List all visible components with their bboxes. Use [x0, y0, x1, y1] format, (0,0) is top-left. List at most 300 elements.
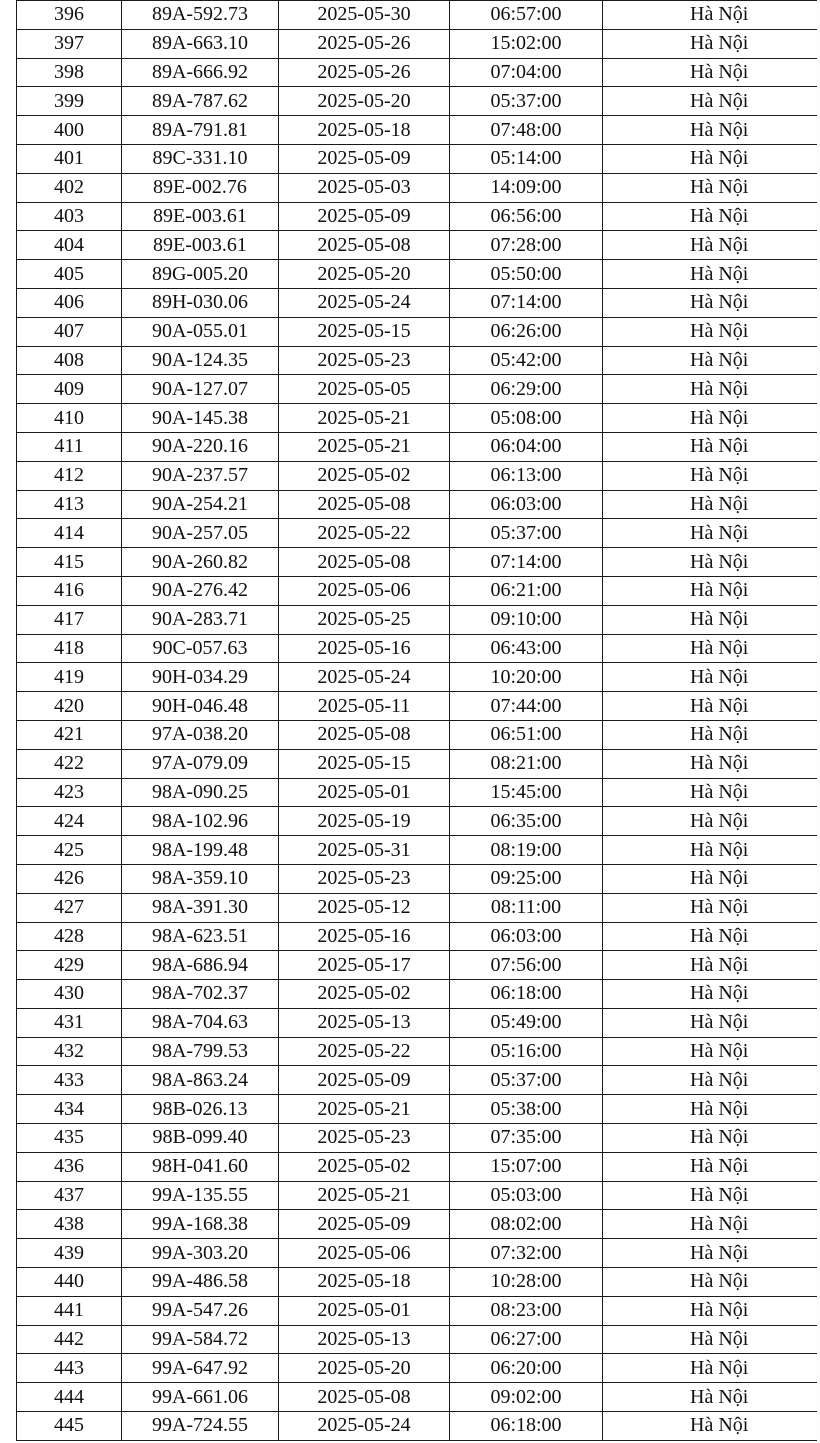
license-plate-cell: 99A-724.55 — [122, 1412, 279, 1441]
table-row — [17, 1008, 820, 1037]
violation-time-cell: 07:14:00 — [450, 548, 603, 577]
violation-date-cell: 2025-05-08 — [279, 1383, 450, 1412]
violation-time-cell: 05:08:00 — [450, 404, 603, 433]
violation-time-cell: 06:29:00 — [450, 375, 603, 404]
location-cell: Hà Nội — [603, 1210, 820, 1239]
license-plate-cell: 97A-079.09 — [122, 749, 279, 778]
location-cell: Hà Nội — [603, 1412, 820, 1441]
license-plate-cell: 97A-038.20 — [122, 720, 279, 749]
table-row — [17, 144, 820, 173]
violation-time-cell: 05:38:00 — [450, 1095, 603, 1124]
license-plate-cell: 90A-257.05 — [122, 519, 279, 548]
license-plate-cell: 99A-547.26 — [122, 1296, 279, 1325]
violation-date-cell: 2025-05-16 — [279, 634, 450, 663]
location-cell: Hà Nội — [603, 576, 820, 605]
table-row — [17, 980, 820, 1009]
location-cell: Hà Nội — [603, 116, 820, 145]
location-cell: Hà Nội — [603, 1008, 820, 1037]
violation-time-cell: 06:21:00 — [450, 576, 603, 605]
table-row — [17, 864, 820, 893]
table-row — [17, 202, 820, 231]
license-plate-cell: 98A-090.25 — [122, 778, 279, 807]
violation-date-cell: 2025-05-30 — [279, 1, 450, 30]
location-cell: Hà Nội — [603, 432, 820, 461]
row-number-cell: 435 — [17, 1124, 122, 1153]
violation-date-cell: 2025-05-17 — [279, 951, 450, 980]
violation-date-cell: 2025-05-24 — [279, 288, 450, 317]
row-number-cell: 415 — [17, 548, 122, 577]
row-number-cell: 412 — [17, 461, 122, 490]
violation-date-cell: 2025-05-05 — [279, 375, 450, 404]
row-number-cell: 434 — [17, 1095, 122, 1124]
violation-time-cell: 07:35:00 — [450, 1124, 603, 1153]
license-plate-cell: 89A-787.62 — [122, 87, 279, 116]
location-cell: Hà Nội — [603, 1095, 820, 1124]
table-row — [17, 576, 820, 605]
location-cell: Hà Nội — [603, 922, 820, 951]
license-plate-cell: 90A-145.38 — [122, 404, 279, 433]
violation-date-cell: 2025-05-26 — [279, 58, 450, 87]
location-cell: Hà Nội — [603, 893, 820, 922]
license-plate-cell: 90A-276.42 — [122, 576, 279, 605]
violation-time-cell: 05:37:00 — [450, 519, 603, 548]
violation-time-cell: 10:28:00 — [450, 1268, 603, 1297]
row-number-cell: 443 — [17, 1354, 122, 1383]
violation-date-cell: 2025-05-22 — [279, 519, 450, 548]
license-plate-cell: 98A-102.96 — [122, 807, 279, 836]
table-body — [17, 1, 820, 1441]
license-plate-cell: 90A-254.21 — [122, 490, 279, 519]
violation-time-cell: 06:18:00 — [450, 1412, 603, 1441]
location-cell: Hà Nội — [603, 317, 820, 346]
table-row — [17, 922, 820, 951]
license-plate-cell: 99A-135.55 — [122, 1181, 279, 1210]
row-number-cell: 404 — [17, 231, 122, 260]
row-number-cell: 407 — [17, 317, 122, 346]
location-cell: Hà Nội — [603, 144, 820, 173]
table-row — [17, 1325, 820, 1354]
license-plate-cell: 98H-041.60 — [122, 1152, 279, 1181]
location-cell: Hà Nội — [603, 807, 820, 836]
violation-date-cell: 2025-05-15 — [279, 749, 450, 778]
location-cell: Hà Nội — [603, 288, 820, 317]
license-plate-cell: 98B-026.13 — [122, 1095, 279, 1124]
violation-time-cell: 15:45:00 — [450, 778, 603, 807]
license-plate-cell: 89C-331.10 — [122, 144, 279, 173]
license-plate-cell: 98A-391.30 — [122, 893, 279, 922]
license-plate-cell: 99A-168.38 — [122, 1210, 279, 1239]
table-row — [17, 1124, 820, 1153]
violation-date-cell: 2025-05-09 — [279, 1066, 450, 1095]
violation-time-cell: 06:27:00 — [450, 1325, 603, 1354]
table-row — [17, 1181, 820, 1210]
location-cell: Hà Nội — [603, 1354, 820, 1383]
location-cell: Hà Nội — [603, 864, 820, 893]
violation-time-cell: 06:51:00 — [450, 720, 603, 749]
license-plate-cell: 89A-663.10 — [122, 29, 279, 58]
row-number-cell: 405 — [17, 260, 122, 289]
table-row — [17, 1383, 820, 1412]
license-plate-cell: 99A-584.72 — [122, 1325, 279, 1354]
violation-date-cell: 2025-05-25 — [279, 605, 450, 634]
table-row — [17, 1066, 820, 1095]
table-row — [17, 692, 820, 721]
table-row — [17, 548, 820, 577]
violation-date-cell: 2025-05-23 — [279, 864, 450, 893]
violation-time-cell: 06:35:00 — [450, 807, 603, 836]
row-number-cell: 430 — [17, 980, 122, 1009]
license-plate-cell: 90A-055.01 — [122, 317, 279, 346]
license-plate-cell: 89E-002.76 — [122, 173, 279, 202]
table-row — [17, 231, 820, 260]
license-plate-cell: 98A-799.53 — [122, 1037, 279, 1066]
table-row — [17, 1095, 820, 1124]
violation-time-cell: 06:04:00 — [450, 432, 603, 461]
table-row — [17, 1412, 820, 1441]
table-row — [17, 58, 820, 87]
row-number-cell: 441 — [17, 1296, 122, 1325]
violation-date-cell: 2025-05-26 — [279, 29, 450, 58]
row-number-cell: 398 — [17, 58, 122, 87]
row-number-cell: 402 — [17, 173, 122, 202]
violation-date-cell: 2025-05-19 — [279, 807, 450, 836]
license-plate-cell: 98A-623.51 — [122, 922, 279, 951]
violation-time-cell: 07:32:00 — [450, 1239, 603, 1268]
location-cell: Hà Nội — [603, 87, 820, 116]
license-plate-cell: 90A-283.71 — [122, 605, 279, 634]
location-cell: Hà Nội — [603, 375, 820, 404]
row-number-cell: 416 — [17, 576, 122, 605]
violation-time-cell: 09:25:00 — [450, 864, 603, 893]
license-plate-cell: 90A-237.57 — [122, 461, 279, 490]
table-row — [17, 1354, 820, 1383]
violation-time-cell: 05:03:00 — [450, 1181, 603, 1210]
table-row — [17, 288, 820, 317]
violation-date-cell: 2025-05-08 — [279, 490, 450, 519]
location-cell: Hà Nội — [603, 1037, 820, 1066]
table-row — [17, 519, 820, 548]
location-cell: Hà Nội — [603, 749, 820, 778]
violations-table — [16, 0, 820, 1441]
table-row — [17, 260, 820, 289]
license-plate-cell: 98A-702.37 — [122, 980, 279, 1009]
location-cell: Hà Nội — [603, 260, 820, 289]
row-number-cell: 406 — [17, 288, 122, 317]
violation-date-cell: 2025-05-21 — [279, 404, 450, 433]
row-number-cell: 440 — [17, 1268, 122, 1297]
location-cell: Hà Nội — [603, 346, 820, 375]
violation-date-cell: 2025-05-09 — [279, 1210, 450, 1239]
location-cell: Hà Nội — [603, 720, 820, 749]
location-cell: Hà Nội — [603, 519, 820, 548]
violation-date-cell: 2025-05-15 — [279, 317, 450, 346]
location-cell: Hà Nội — [603, 1066, 820, 1095]
location-cell: Hà Nội — [603, 490, 820, 519]
violation-time-cell: 05:49:00 — [450, 1008, 603, 1037]
violation-date-cell: 2025-05-24 — [279, 1412, 450, 1441]
table-row — [17, 836, 820, 865]
violation-date-cell: 2025-05-12 — [279, 893, 450, 922]
location-cell: Hà Nội — [603, 980, 820, 1009]
table-row — [17, 1, 820, 30]
row-number-cell: 411 — [17, 432, 122, 461]
row-number-cell: 400 — [17, 116, 122, 145]
row-number-cell: 423 — [17, 778, 122, 807]
row-number-cell: 413 — [17, 490, 122, 519]
violation-time-cell: 06:43:00 — [450, 634, 603, 663]
violation-time-cell: 07:04:00 — [450, 58, 603, 87]
license-plate-cell: 98B-099.40 — [122, 1124, 279, 1153]
table-row — [17, 951, 820, 980]
row-number-cell: 439 — [17, 1239, 122, 1268]
row-number-cell: 419 — [17, 663, 122, 692]
license-plate-cell: 98A-704.63 — [122, 1008, 279, 1037]
row-number-cell: 426 — [17, 864, 122, 893]
table-row — [17, 778, 820, 807]
row-number-cell: 442 — [17, 1325, 122, 1354]
violation-time-cell: 10:20:00 — [450, 663, 603, 692]
violation-date-cell: 2025-05-03 — [279, 173, 450, 202]
violation-time-cell: 08:02:00 — [450, 1210, 603, 1239]
location-cell: Hà Nội — [603, 1, 820, 30]
violation-date-cell: 2025-05-09 — [279, 144, 450, 173]
row-number-cell: 420 — [17, 692, 122, 721]
violation-time-cell: 08:23:00 — [450, 1296, 603, 1325]
license-plate-cell: 89A-592.73 — [122, 1, 279, 30]
location-cell: Hà Nội — [603, 202, 820, 231]
table-row — [17, 404, 820, 433]
row-number-cell: 444 — [17, 1383, 122, 1412]
license-plate-cell: 89G-005.20 — [122, 260, 279, 289]
license-plate-cell: 90A-127.07 — [122, 375, 279, 404]
violation-date-cell: 2025-05-18 — [279, 116, 450, 145]
location-cell: Hà Nội — [603, 231, 820, 260]
violation-time-cell: 06:03:00 — [450, 490, 603, 519]
row-number-cell: 418 — [17, 634, 122, 663]
table-row — [17, 1037, 820, 1066]
row-number-cell: 431 — [17, 1008, 122, 1037]
row-number-cell: 445 — [17, 1412, 122, 1441]
violation-date-cell: 2025-05-09 — [279, 202, 450, 231]
location-cell: Hà Nội — [603, 461, 820, 490]
table-row — [17, 461, 820, 490]
row-number-cell: 408 — [17, 346, 122, 375]
violation-time-cell: 06:57:00 — [450, 1, 603, 30]
violation-time-cell: 05:14:00 — [450, 144, 603, 173]
license-plate-cell: 89A-666.92 — [122, 58, 279, 87]
violation-time-cell: 09:10:00 — [450, 605, 603, 634]
license-plate-cell: 99A-661.06 — [122, 1383, 279, 1412]
license-plate-cell: 98A-863.24 — [122, 1066, 279, 1095]
location-cell: Hà Nội — [603, 29, 820, 58]
row-number-cell: 403 — [17, 202, 122, 231]
violation-date-cell: 2025-05-02 — [279, 980, 450, 1009]
table-row — [17, 87, 820, 116]
violation-date-cell: 2025-05-21 — [279, 1181, 450, 1210]
license-plate-cell: 89E-003.61 — [122, 202, 279, 231]
location-cell: Hà Nội — [603, 1268, 820, 1297]
license-plate-cell: 90A-260.82 — [122, 548, 279, 577]
table-row — [17, 29, 820, 58]
table-row — [17, 663, 820, 692]
location-cell: Hà Nội — [603, 692, 820, 721]
violation-time-cell: 07:44:00 — [450, 692, 603, 721]
table-row — [17, 1152, 820, 1181]
violation-time-cell: 08:21:00 — [450, 749, 603, 778]
violation-time-cell: 08:19:00 — [450, 836, 603, 865]
license-plate-cell: 89E-003.61 — [122, 231, 279, 260]
violation-date-cell: 2025-05-02 — [279, 461, 450, 490]
table-row — [17, 116, 820, 145]
table-row — [17, 490, 820, 519]
violation-time-cell: 05:37:00 — [450, 87, 603, 116]
violation-time-cell: 06:13:00 — [450, 461, 603, 490]
violation-time-cell: 15:02:00 — [450, 29, 603, 58]
table-row — [17, 720, 820, 749]
license-plate-cell: 90A-124.35 — [122, 346, 279, 375]
row-number-cell: 429 — [17, 951, 122, 980]
row-number-cell: 414 — [17, 519, 122, 548]
location-cell: Hà Nội — [603, 1124, 820, 1153]
violation-date-cell: 2025-05-16 — [279, 922, 450, 951]
row-number-cell: 436 — [17, 1152, 122, 1181]
violation-time-cell: 06:18:00 — [450, 980, 603, 1009]
table-row — [17, 173, 820, 202]
row-number-cell: 427 — [17, 893, 122, 922]
violation-date-cell: 2025-05-02 — [279, 1152, 450, 1181]
table-row — [17, 1239, 820, 1268]
license-plate-cell: 98A-199.48 — [122, 836, 279, 865]
license-plate-cell: 98A-359.10 — [122, 864, 279, 893]
row-number-cell: 438 — [17, 1210, 122, 1239]
location-cell: Hà Nội — [603, 1325, 820, 1354]
row-number-cell: 425 — [17, 836, 122, 865]
row-number-cell: 410 — [17, 404, 122, 433]
violation-date-cell: 2025-05-18 — [279, 1268, 450, 1297]
violation-time-cell: 07:56:00 — [450, 951, 603, 980]
license-plate-cell: 90C-057.63 — [122, 634, 279, 663]
license-plate-cell: 99A-303.20 — [122, 1239, 279, 1268]
table-row — [17, 1210, 820, 1239]
table-row — [17, 634, 820, 663]
row-number-cell: 424 — [17, 807, 122, 836]
row-number-cell: 417 — [17, 605, 122, 634]
violation-date-cell: 2025-05-20 — [279, 1354, 450, 1383]
violation-date-cell: 2025-05-01 — [279, 1296, 450, 1325]
violation-time-cell: 07:48:00 — [450, 116, 603, 145]
violation-date-cell: 2025-05-23 — [279, 346, 450, 375]
row-number-cell: 409 — [17, 375, 122, 404]
location-cell: Hà Nội — [603, 173, 820, 202]
violation-date-cell: 2025-05-08 — [279, 548, 450, 577]
table-row — [17, 432, 820, 461]
violation-date-cell: 2025-05-08 — [279, 231, 450, 260]
table-row — [17, 375, 820, 404]
table-row — [17, 749, 820, 778]
location-cell: Hà Nội — [603, 663, 820, 692]
row-number-cell: 428 — [17, 922, 122, 951]
license-plate-cell: 90H-034.29 — [122, 663, 279, 692]
license-plate-cell: 99A-486.58 — [122, 1268, 279, 1297]
violation-date-cell: 2025-05-06 — [279, 576, 450, 605]
violation-date-cell: 2025-05-08 — [279, 720, 450, 749]
license-plate-cell: 98A-686.94 — [122, 951, 279, 980]
location-cell: Hà Nội — [603, 404, 820, 433]
violation-date-cell: 2025-05-13 — [279, 1008, 450, 1037]
violation-date-cell: 2025-05-20 — [279, 87, 450, 116]
location-cell: Hà Nội — [603, 1152, 820, 1181]
row-number-cell: 432 — [17, 1037, 122, 1066]
violation-time-cell: 07:28:00 — [450, 231, 603, 260]
violation-time-cell: 05:42:00 — [450, 346, 603, 375]
row-number-cell: 401 — [17, 144, 122, 173]
table-row — [17, 893, 820, 922]
location-cell: Hà Nội — [603, 778, 820, 807]
violation-date-cell: 2025-05-22 — [279, 1037, 450, 1066]
violation-date-cell: 2025-05-24 — [279, 663, 450, 692]
table-row — [17, 1268, 820, 1297]
table-row — [17, 346, 820, 375]
license-plate-cell: 89H-030.06 — [122, 288, 279, 317]
row-number-cell: 399 — [17, 87, 122, 116]
location-cell: Hà Nội — [603, 1296, 820, 1325]
license-plate-cell: 90H-046.48 — [122, 692, 279, 721]
license-plate-cell: 90A-220.16 — [122, 432, 279, 461]
row-number-cell: 422 — [17, 749, 122, 778]
table-row — [17, 317, 820, 346]
license-plate-cell: 89A-791.81 — [122, 116, 279, 145]
table-row — [17, 807, 820, 836]
location-cell: Hà Nội — [603, 1239, 820, 1268]
location-cell: Hà Nội — [603, 58, 820, 87]
violation-time-cell: 05:37:00 — [450, 1066, 603, 1095]
location-cell: Hà Nội — [603, 1181, 820, 1210]
violation-date-cell: 2025-05-01 — [279, 778, 450, 807]
table-row — [17, 1296, 820, 1325]
violation-date-cell: 2025-05-13 — [279, 1325, 450, 1354]
violation-date-cell: 2025-05-31 — [279, 836, 450, 865]
violation-time-cell: 08:11:00 — [450, 893, 603, 922]
location-cell: Hà Nội — [603, 548, 820, 577]
violation-time-cell: 06:26:00 — [450, 317, 603, 346]
row-number-cell: 421 — [17, 720, 122, 749]
location-cell: Hà Nội — [603, 836, 820, 865]
violation-time-cell: 15:07:00 — [450, 1152, 603, 1181]
location-cell: Hà Nội — [603, 634, 820, 663]
violation-time-cell: 06:56:00 — [450, 202, 603, 231]
violation-date-cell: 2025-05-11 — [279, 692, 450, 721]
violation-time-cell: 06:03:00 — [450, 922, 603, 951]
violation-time-cell: 05:50:00 — [450, 260, 603, 289]
violation-date-cell: 2025-05-23 — [279, 1124, 450, 1153]
location-cell: Hà Nội — [603, 1383, 820, 1412]
violation-date-cell: 2025-05-06 — [279, 1239, 450, 1268]
violation-time-cell: 14:09:00 — [450, 173, 603, 202]
violation-date-cell: 2025-05-21 — [279, 1095, 450, 1124]
violation-time-cell: 07:14:00 — [450, 288, 603, 317]
violation-time-cell: 06:20:00 — [450, 1354, 603, 1383]
row-number-cell: 433 — [17, 1066, 122, 1095]
violation-time-cell: 05:16:00 — [450, 1037, 603, 1066]
license-plate-cell: 99A-647.92 — [122, 1354, 279, 1383]
violation-time-cell: 09:02:00 — [450, 1383, 603, 1412]
table-row — [17, 605, 820, 634]
row-number-cell: 396 — [17, 1, 122, 30]
violation-date-cell: 2025-05-21 — [279, 432, 450, 461]
location-cell: Hà Nội — [603, 951, 820, 980]
location-cell: Hà Nội — [603, 605, 820, 634]
violation-date-cell: 2025-05-20 — [279, 260, 450, 289]
